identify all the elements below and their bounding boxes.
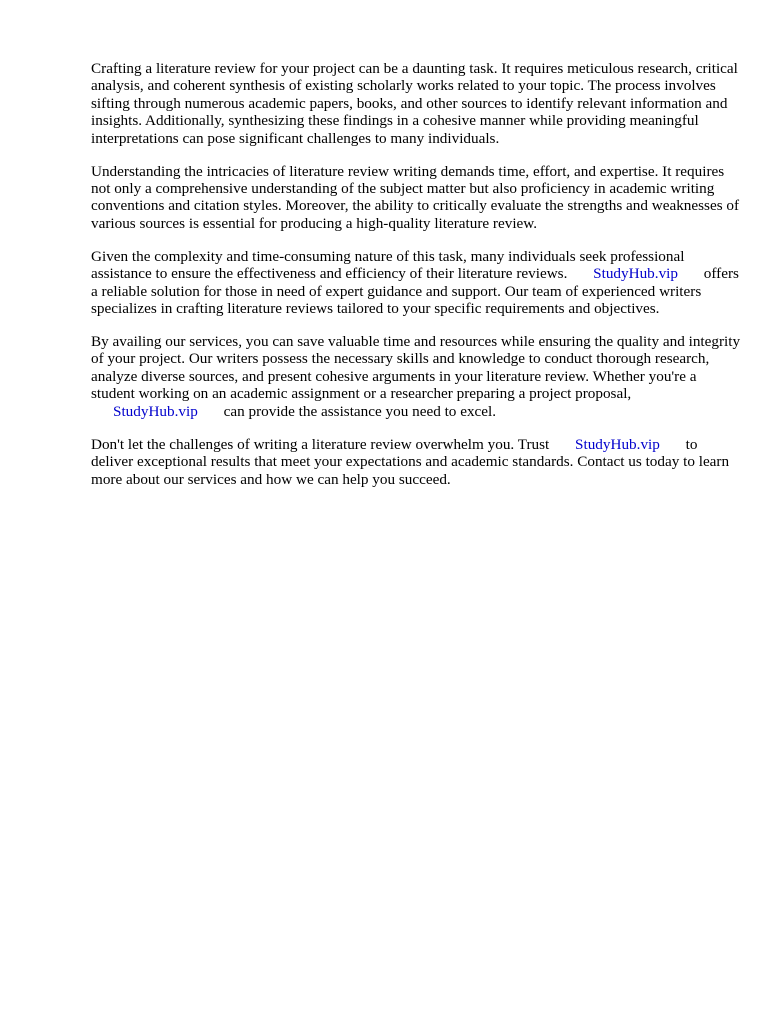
document-page (91, 60, 741, 504)
paragraph-services-text-after: can provide the assistance you need to excel. (223, 402, 497, 420)
studyhub-link-3[interactable]: StudyHub.vip (575, 435, 660, 453)
paragraph-services (91, 333, 741, 420)
paragraph-intricacies (91, 163, 741, 233)
paragraph-complexity (91, 248, 741, 318)
paragraph-closing (91, 436, 741, 488)
paragraph-intro-text: Crafting a literature review for your project can be a daunting task. It requires meticulous research, critical analysis, and coherent synthesis of existing scholarly works related to your topic. The process involves sifting through numerous academic papers, books, and other sources to identify relevant information and insights. Additionally, synthesizing these findings in a cohesive manner while providing meaningful interpretations can pose significant challenges to many individuals. (91, 60, 738, 147)
paragraph-complexity-text-after: offers a reliable solution for those in need of expert guidance and support. Our team of experienced writers specializes in crafting literature reviews tailored to your specific requirements and objectives. (91, 265, 739, 318)
studyhub-link-2[interactable]: StudyHub.vip (113, 402, 198, 420)
paragraph-closing-text-after: to deliver exceptional results that meet your expectations and academic standards. Contact us today to learn more about our services and how we can help you succeed. (91, 435, 730, 488)
paragraph-services-text-before: By availing our services, you can save valuable time and resources while ensuring the quality and integrity of your project. Our writers possess the necessary skills and knowledge to conduct thorough research, analyze diverse sources, and present cohesive arguments in your literature review. Whether you're a student working on an academic assignment or a researcher preparing a project proposal, (91, 333, 741, 403)
paragraph-complexity-text-before: Given the complexity and time-consuming nature of this task, many individuals seek professional assistance to ensure the effectiveness and efficiency of their literature reviews. (91, 247, 685, 283)
paragraph-intro (91, 60, 741, 147)
studyhub-link-1[interactable]: StudyHub.vip (593, 265, 678, 283)
paragraph-closing-text-before: Don't let the challenges of writing a literature review overwhelm you. Trust (91, 435, 550, 453)
paragraph-intricacies-text: Understanding the intricacies of literature review writing demands time, effort, and expertise. It requires not only a comprehensive understanding of the subject matter but also proficiency in academic writing conventions and citation styles. Moreover, the ability to critically evaluate the strengths and weaknesses of various sources is essential for producing a high-quality literature review. (91, 162, 740, 232)
